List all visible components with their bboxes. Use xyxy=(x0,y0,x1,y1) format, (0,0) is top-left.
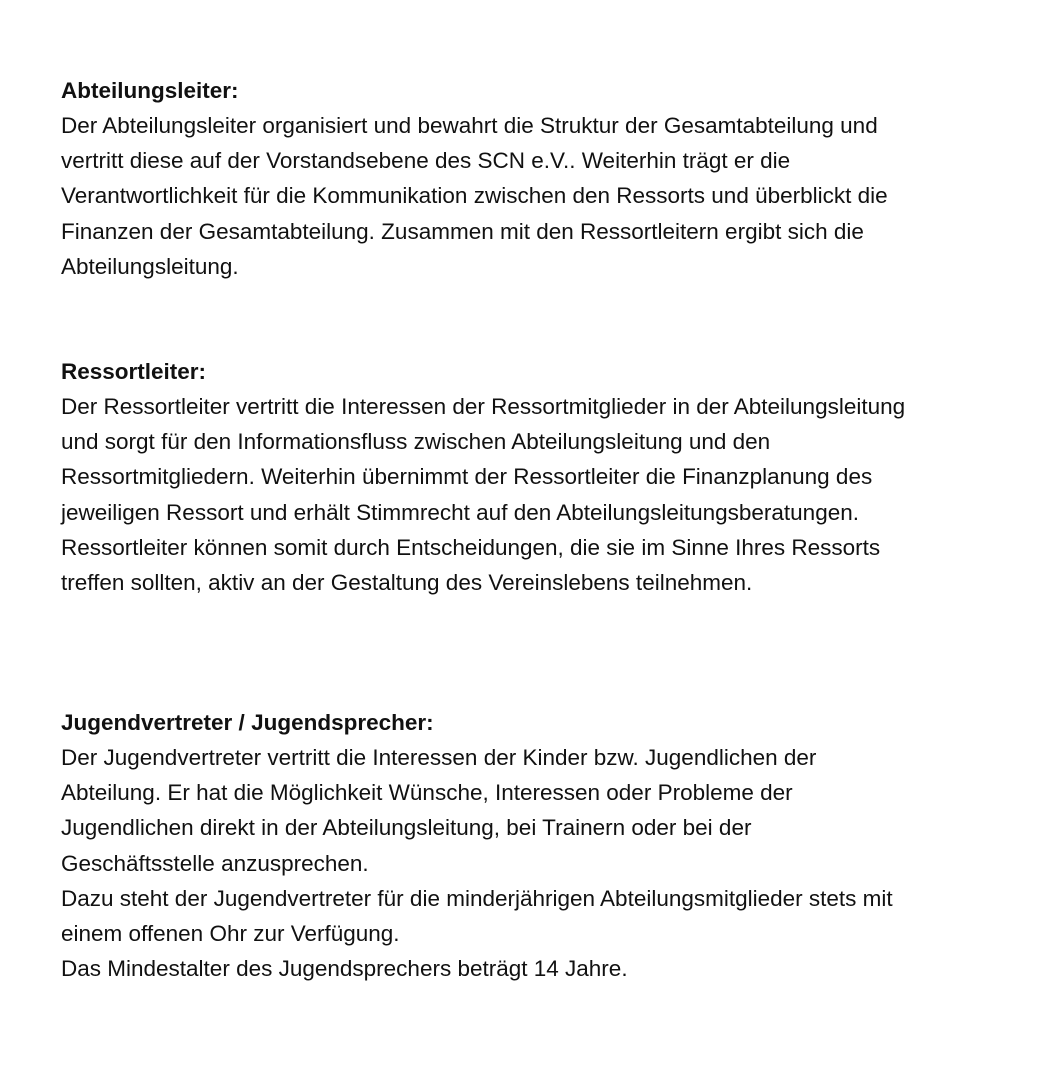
section-heading: Jugendvertreter / Jugendsprecher: xyxy=(61,710,434,735)
text-line: Der Jugendvertreter vertritt die Interessen der Kinder bzw. Jugendlichen der xyxy=(61,745,817,770)
text-line: Geschäftsstelle anzusprechen. xyxy=(61,850,369,876)
section-abteilungsleiter xyxy=(61,73,1031,284)
section-heading: Ressortleiter: xyxy=(61,359,207,384)
text-line: einem offenen Ohr zur Verfügung. xyxy=(61,921,400,947)
text-line: Finanzen der Gesamtabteilung. Zusammen mit den Ressortleitern ergibt sich die xyxy=(61,218,864,244)
text-line: jeweiligen Ressort und erhält Stimmrecht auf den Abteilungsleitungsberatungen. xyxy=(61,499,859,525)
section-jugendvertreter xyxy=(61,705,1031,986)
text-line: Ressortmitgliedern. Weiterhin übernimmt der Ressortleiter die Finanzplanung des xyxy=(61,464,873,490)
text-line: Abteilungsleitung. xyxy=(61,253,239,279)
text-line: und sorgt für den Informationsfluss zwischen Abteilungsleitung und den xyxy=(61,429,771,455)
section-heading: Abteilungsleiter: xyxy=(61,78,239,103)
text-line: vertritt diese auf der Vorstandsebene des SCN e.V.. Weiterhin trägt er die xyxy=(61,148,791,174)
text-line: Das Mindestalter des Jugendsprechers beträgt 14 Jahre. xyxy=(61,956,628,982)
text-line: Jugendlichen direkt in der Abteilungsleitung, bei Trainern oder bei der xyxy=(61,815,752,841)
text-line: Abteilung. Er hat die Möglichkeit Wünsche, Interessen oder Probleme der xyxy=(61,780,793,806)
section-ressortleiter xyxy=(61,354,1031,600)
text-line: Der Ressortleiter vertritt die Interessen der Ressortmitglieder in der Abteilungsleitung xyxy=(61,394,906,419)
text-line: Dazu steht der Jugendvertreter für die minderjährigen Abteilungsmitglieder stets mit xyxy=(61,885,893,911)
text-line: Der Abteilungsleiter organisiert und bewahrt die Struktur der Gesamtabteilung und xyxy=(61,113,878,138)
text-line: treffen sollten, aktiv an der Gestaltung des Vereinslebens teilnehmen. xyxy=(61,570,753,596)
text-line: Ressortleiter können somit durch Entscheidungen, die sie im Sinne Ihres Ressorts xyxy=(61,534,881,560)
text-line: Verantwortlichkeit für die Kommunikation zwischen den Ressorts und überblickt die xyxy=(61,183,888,209)
